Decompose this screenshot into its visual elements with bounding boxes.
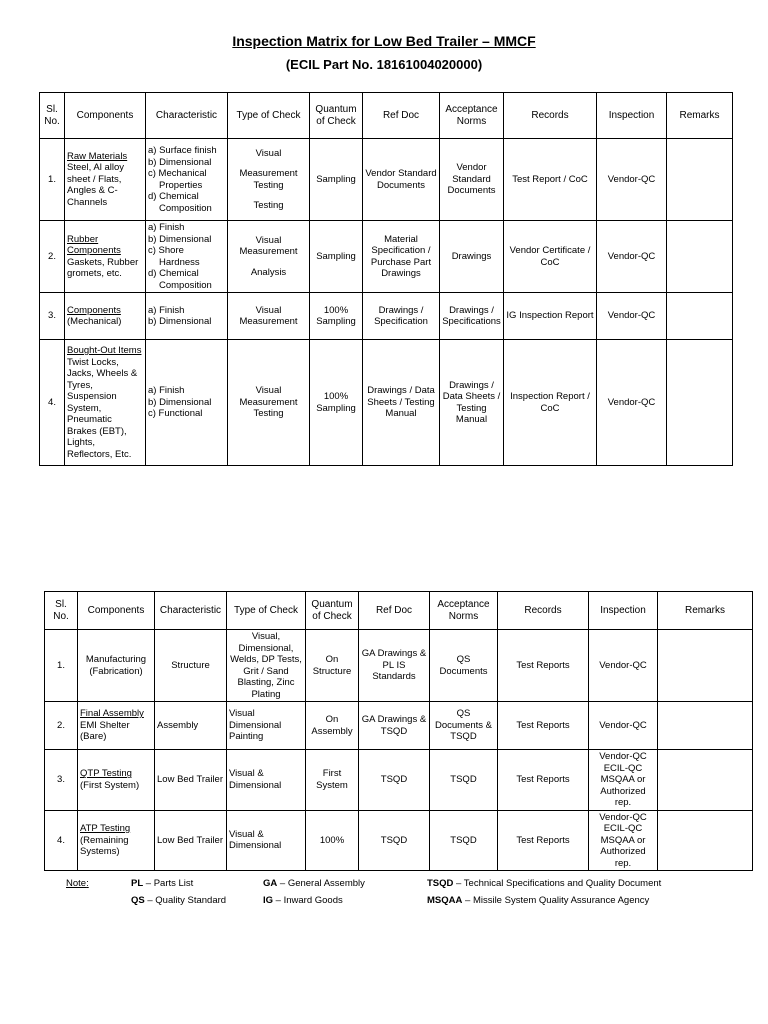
note-def: Technical Specifications and Quality Document bbox=[463, 878, 662, 889]
col-header: Inspection bbox=[589, 592, 658, 630]
characteristic-item: d) Chemical Composition bbox=[148, 191, 212, 214]
note-item: GA – General Assembly bbox=[263, 878, 365, 889]
remarks-cell bbox=[658, 702, 753, 750]
characteristic-cell: Low Bed Trailer bbox=[155, 750, 227, 811]
characteristic-cell: Low Bed Trailer bbox=[155, 810, 227, 871]
component-cell bbox=[78, 810, 155, 871]
quantum-cell: Sampling bbox=[310, 139, 363, 221]
note-def: Parts List bbox=[153, 878, 194, 889]
col-header: Remarks bbox=[667, 93, 733, 139]
check-item: Visual Measurement Testing bbox=[239, 385, 298, 420]
characteristic-item: b) Dimensional bbox=[148, 396, 212, 408]
check-cell: Visual & Dimensional bbox=[227, 810, 306, 871]
component-detail: Gaskets, Rubber gromets, etc. bbox=[67, 256, 139, 279]
quantum-cell: On Assembly bbox=[306, 702, 359, 750]
inspection-cell: Vendor-QC bbox=[597, 221, 667, 293]
check-cell: Visual & Dimensional bbox=[227, 750, 306, 811]
quantum-cell: 100% Sampling bbox=[310, 340, 363, 466]
quantum-cell: 100% bbox=[306, 810, 359, 871]
table-row bbox=[45, 630, 753, 702]
sl-cell: 3. bbox=[40, 293, 65, 340]
check-cell: Visual, Dimensional, Welds, DP Tests, Grit / Sand Blasting, Zinc Plating bbox=[227, 630, 306, 702]
refdoc-cell: TSQD bbox=[359, 750, 430, 811]
check-cell: Visual Dimensional Painting bbox=[227, 702, 306, 750]
check-item: Measurement Testing bbox=[239, 168, 298, 191]
sl-cell: 4. bbox=[45, 810, 78, 871]
inspection-cell: Vendor-QC bbox=[589, 630, 658, 702]
note-abbr: PL bbox=[131, 878, 144, 889]
component-cell bbox=[65, 139, 146, 221]
component-title: ATP Testing bbox=[80, 823, 131, 834]
characteristic-cell bbox=[146, 340, 228, 466]
col-header: Records bbox=[504, 93, 597, 139]
check-item: Testing bbox=[253, 200, 284, 211]
remarks-cell bbox=[658, 630, 753, 702]
component-detail: Steel, Al alloy sheet / Flats, Angles & C-Channels bbox=[67, 162, 125, 208]
note-def: Quality Standard bbox=[155, 895, 227, 906]
component-detail: Twist Locks, Jacks, Wheels & Tyres, Suspension System, Pneumatic Brakes (EBT), Lights, Reflectors, Etc. bbox=[67, 356, 138, 460]
characteristic-item: d) Chemical Composition bbox=[148, 268, 212, 291]
sl-cell: 1. bbox=[45, 630, 78, 702]
note-item: QS – Quality Standard bbox=[131, 895, 227, 906]
col-header: Inspection bbox=[597, 93, 667, 139]
note-abbr: IG bbox=[263, 895, 274, 906]
component-cell bbox=[65, 293, 146, 340]
col-header: Ref Doc bbox=[359, 592, 430, 630]
table-header-row bbox=[40, 93, 733, 139]
component-title: Final Assembly bbox=[80, 708, 144, 720]
table-row bbox=[45, 810, 753, 871]
acceptance-cell: TSQD bbox=[430, 810, 498, 871]
check-item: Visual bbox=[255, 147, 282, 159]
col-header: Quantum of Check bbox=[310, 93, 363, 139]
component-detail: EMI Shelter (Bare) bbox=[80, 719, 130, 743]
quantum-cell: Sampling bbox=[310, 221, 363, 293]
acceptance-cell: QS Documents bbox=[430, 630, 498, 702]
table-header-row bbox=[45, 592, 753, 630]
table-row bbox=[40, 139, 733, 221]
remarks-cell bbox=[667, 139, 733, 221]
acceptance-cell: Vendor Standard Documents bbox=[440, 139, 504, 221]
records-cell: Test Reports bbox=[498, 810, 589, 871]
note-item: IG – Inward Goods bbox=[263, 895, 343, 906]
refdoc-cell: TSQD bbox=[359, 810, 430, 871]
component-title: Raw Materials bbox=[67, 150, 128, 162]
characteristic-item: b) Dimensional bbox=[148, 156, 212, 168]
records-cell: IG Inspection Report bbox=[504, 293, 597, 340]
remarks-cell bbox=[658, 750, 753, 811]
acceptance-cell: Drawings / Specifications bbox=[440, 293, 504, 340]
characteristic-cell bbox=[146, 221, 228, 293]
acceptance-cell: TSQD bbox=[430, 750, 498, 811]
check-cell bbox=[228, 139, 310, 221]
records-cell: Test Reports bbox=[498, 750, 589, 811]
quantum-cell: On Structure bbox=[306, 630, 359, 702]
refdoc-cell: Material Specification / Purchase Part Drawings bbox=[363, 221, 440, 293]
sl-cell: 1. bbox=[40, 139, 65, 221]
component-cell bbox=[65, 221, 146, 293]
note-label-text: Note bbox=[66, 878, 87, 889]
component-cell bbox=[78, 630, 155, 702]
component-title: Bought-Out Items bbox=[67, 345, 142, 356]
component-detail: (Mechanical) bbox=[67, 316, 122, 327]
records-cell: Vendor Certificate / CoC bbox=[504, 221, 597, 293]
inspection-cell: Vendor-QC bbox=[597, 293, 667, 340]
characteristic-item: a) Finish bbox=[148, 385, 185, 397]
acceptance-cell: Drawings / Data Sheets / Testing Manual bbox=[440, 340, 504, 466]
remarks-cell bbox=[667, 340, 733, 466]
remarks-cell bbox=[658, 810, 753, 871]
component-cell bbox=[65, 340, 146, 466]
characteristic-item: a) Surface finish bbox=[148, 145, 217, 156]
sl-cell: 3. bbox=[45, 750, 78, 811]
characteristic-item: c) Shore Hardness bbox=[148, 245, 200, 268]
col-header: Characteristic bbox=[155, 592, 227, 630]
characteristic-cell: Assembly bbox=[155, 702, 227, 750]
check-cell bbox=[228, 221, 310, 293]
refdoc-cell: GA Drawings & TSQD bbox=[359, 702, 430, 750]
characteristic-cell: Structure bbox=[155, 630, 227, 702]
table-row bbox=[40, 221, 733, 293]
note-abbr: MSQAA bbox=[427, 895, 463, 906]
characteristic-item: c) Mechanical Properties bbox=[148, 168, 207, 191]
check-item: Visual Measurement bbox=[239, 234, 298, 258]
sl-cell: 2. bbox=[45, 702, 78, 750]
inspection-cell: Vendor-QC ECIL-QC MSQAA or Authorized rep. bbox=[589, 810, 658, 871]
col-header: Remarks bbox=[658, 592, 753, 630]
col-header: Components bbox=[65, 93, 146, 139]
characteristic-item: c) Functional bbox=[148, 408, 203, 420]
component-title: Rubber Components bbox=[67, 233, 121, 256]
records-cell: Test Reports bbox=[498, 702, 589, 750]
sl-cell: 4. bbox=[40, 340, 65, 466]
note-item: MSQAA – Missile System Quality Assurance Agency bbox=[427, 895, 650, 906]
note-abbr: TSQD bbox=[427, 878, 454, 889]
table-row bbox=[40, 340, 733, 466]
acceptance-cell: QS Documents & TSQD bbox=[430, 702, 498, 750]
remarks-cell bbox=[667, 293, 733, 340]
inspection-cell: Vendor-QC ECIL-QC MSQAA or Authorized rep. bbox=[589, 750, 658, 811]
check-cell bbox=[228, 293, 310, 340]
component-title: Components bbox=[67, 304, 121, 316]
col-header: Characteristic bbox=[146, 93, 228, 139]
inspection-cell: Vendor-QC bbox=[597, 340, 667, 466]
acceptance-cell: Drawings bbox=[440, 221, 504, 293]
component-detail: Manufacturing (Fabrication) bbox=[85, 654, 147, 677]
component-title: QTP Testing bbox=[80, 768, 132, 780]
col-header: Quantum of Check bbox=[306, 592, 359, 630]
characteristic-item: b) Dimensional bbox=[148, 233, 212, 245]
note-def: Missile System Quality Assurance Agency bbox=[472, 895, 650, 906]
col-header: Type of Check bbox=[227, 592, 306, 630]
col-header: Sl. No. bbox=[45, 592, 78, 630]
quantum-cell: 100% Sampling bbox=[310, 293, 363, 340]
inspection-table-1 bbox=[39, 92, 733, 466]
refdoc-cell: Drawings / Data Sheets / Testing Manual bbox=[363, 340, 440, 466]
note-label: Note: bbox=[66, 878, 89, 889]
note-def: General Assembly bbox=[287, 878, 365, 889]
col-header: Acceptance Norms bbox=[430, 592, 498, 630]
inspection-cell: Vendor-QC bbox=[597, 139, 667, 221]
remarks-cell bbox=[667, 221, 733, 293]
sl-cell: 2. bbox=[40, 221, 65, 293]
refdoc-cell: GA Drawings & PL IS Standards bbox=[359, 630, 430, 702]
characteristic-item: a) Finish bbox=[148, 304, 185, 316]
component-cell bbox=[78, 750, 155, 811]
characteristic-item: b) Dimensional bbox=[148, 316, 212, 327]
inspection-table-2 bbox=[44, 591, 753, 871]
table-row bbox=[45, 702, 753, 750]
note-item: PL – Parts List bbox=[131, 878, 194, 889]
table-row bbox=[40, 293, 733, 340]
characteristic-cell bbox=[146, 139, 228, 221]
col-header: Sl. No. bbox=[40, 93, 65, 139]
col-header: Components bbox=[78, 592, 155, 630]
characteristic-item: a) Finish bbox=[148, 222, 185, 233]
characteristic-cell bbox=[146, 293, 228, 340]
check-item: Analysis bbox=[250, 266, 287, 278]
component-detail: (First System) bbox=[80, 779, 140, 791]
note-abbr: QS bbox=[131, 895, 145, 906]
note-item: TSQD – Technical Specifications and Quality Document bbox=[427, 878, 662, 889]
records-cell: Test Report / CoC bbox=[504, 139, 597, 221]
col-header: Type of Check bbox=[228, 93, 310, 139]
part-number: (ECIL Part No. 18161004020000) bbox=[285, 57, 483, 72]
col-header: Records bbox=[498, 592, 589, 630]
check-item: Visual Measurement bbox=[239, 304, 298, 327]
note-abbr: GA bbox=[263, 878, 278, 889]
refdoc-cell: Vendor Standard Documents bbox=[363, 139, 440, 221]
inspection-cell: Vendor-QC bbox=[589, 702, 658, 750]
check-cell bbox=[228, 340, 310, 466]
records-cell: Test Reports bbox=[498, 630, 589, 702]
quantum-cell: First System bbox=[306, 750, 359, 811]
component-cell bbox=[78, 702, 155, 750]
page-title: Inspection Matrix for Low Bed Trailer – MMCF bbox=[232, 33, 536, 49]
refdoc-cell: Drawings / Specification bbox=[363, 293, 440, 340]
col-header: Ref Doc bbox=[363, 93, 440, 139]
table-row bbox=[45, 750, 753, 811]
col-header: Acceptance Norms bbox=[440, 93, 504, 139]
component-detail: (Remaining Systems) bbox=[80, 834, 129, 857]
records-cell: Inspection Report / CoC bbox=[504, 340, 597, 466]
note-def: Inward Goods bbox=[283, 895, 343, 906]
